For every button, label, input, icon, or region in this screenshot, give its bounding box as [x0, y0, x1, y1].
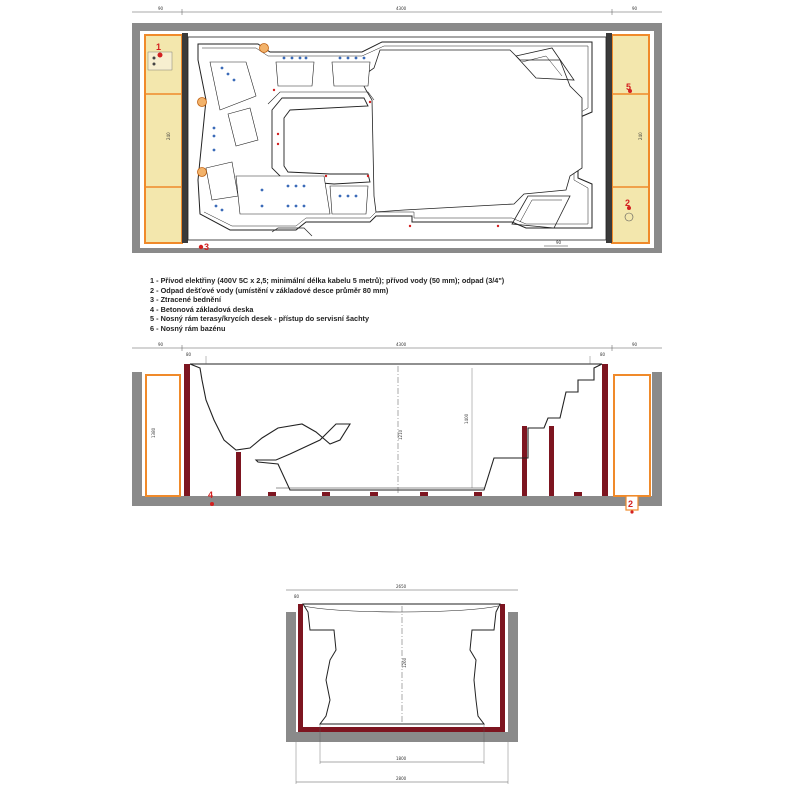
dim-sect-depth: 1400 — [464, 413, 469, 424]
legend — [150, 276, 504, 334]
dim-sect-small-right: 80 — [600, 352, 606, 357]
legend-text: Odpad dešťové vody (umístění v základové desce průměr 80 mm) — [160, 285, 389, 295]
marker-1: 1 — [156, 42, 162, 52]
legend-item: 3 - Ztracené bednění — [150, 295, 221, 305]
legend-num: 2 — [150, 285, 155, 295]
dim-sect-small-left: 80 — [186, 352, 192, 357]
marker-5: 5 — [626, 82, 632, 92]
legend-num: 1 — [150, 276, 155, 285]
dim-sect-depth-mid: 1210 — [398, 429, 403, 440]
dim-cross-depth: 1260 — [402, 657, 407, 668]
legend-item: 4 - Betonová základová deska — [150, 304, 254, 314]
legend-text: Betonová základová deska — [160, 304, 254, 314]
marker-2: 2 — [625, 198, 631, 208]
dim-cross-top: 2650 — [396, 584, 407, 589]
light-icon — [198, 168, 207, 177]
legend-text: Přívod elektřiny (400V 5C x 2,5; minimální délka kabelu 5 metrů); přívod vody (50 mm); odpad (3/4") — [160, 276, 505, 285]
legend-item: 5 - Nosný rám terasy/krycích desek - přístup do servisní šachty — [150, 314, 370, 324]
cross-section — [286, 584, 518, 784]
long-section — [132, 342, 662, 514]
swim-area — [360, 50, 582, 212]
dim-plan-top-left: 90 — [158, 6, 164, 11]
marker-2-section: 2 — [628, 499, 634, 509]
dim-cross-left: 80 — [294, 594, 300, 599]
legend-num: 5 — [150, 314, 155, 324]
legend-item: 2 - Odpad dešťové vody (umístění v základové desce průměr 80 mm) — [150, 285, 389, 295]
cross-concrete-slab — [286, 732, 518, 742]
dim-cross-bottom-outer: 2800 — [396, 776, 407, 781]
legend-text: Ztracené bednění — [160, 295, 221, 305]
dim-sect-depth-left: 1380 — [151, 427, 156, 438]
plan-view — [132, 6, 662, 253]
dim-plan-top-right: 90 — [632, 6, 638, 11]
dim-plan-right-side: 240 — [638, 132, 643, 140]
legend-item: 6 - Nosný rám bazénu — [150, 323, 226, 333]
light-icon — [260, 44, 269, 53]
legend-num: 6 — [150, 323, 155, 333]
dim-plan-top-mid: 4300 — [396, 6, 407, 11]
marker-3: 3 — [204, 242, 210, 252]
section-right-service-frame — [614, 375, 650, 496]
light-icon — [198, 98, 207, 107]
dim-cross-bottom-inner: 1800 — [396, 756, 407, 761]
plan-right-service-frame — [612, 35, 649, 243]
legend-text: Nosný rám bazénu — [160, 323, 226, 333]
dim-sect-top-right: 90 — [632, 342, 638, 347]
section-shell-profile — [190, 364, 602, 490]
marker-4: 4 — [208, 490, 214, 500]
dim-sect-top-mid: 4300 — [396, 342, 407, 347]
pool-frame-posts — [184, 364, 608, 496]
legend-item: 1 - Přívod elektřiny (400V 5C x 2,5; minimální délka kabelu 5 metrů); přívod vody (50 mm); odpad (3/4") — [150, 276, 505, 285]
legend-num: 4 — [150, 304, 155, 314]
dim-plan-left-side: 240 — [166, 132, 171, 140]
dim-plan-bottom-right: 90 — [556, 240, 562, 245]
legend-num: 3 — [150, 295, 155, 305]
cross-frame-base — [298, 727, 505, 732]
dim-sect-top-left: 90 — [158, 342, 164, 347]
legend-text: Nosný rám terasy/krycích desek - přístup do servisní šachty — [160, 314, 370, 324]
